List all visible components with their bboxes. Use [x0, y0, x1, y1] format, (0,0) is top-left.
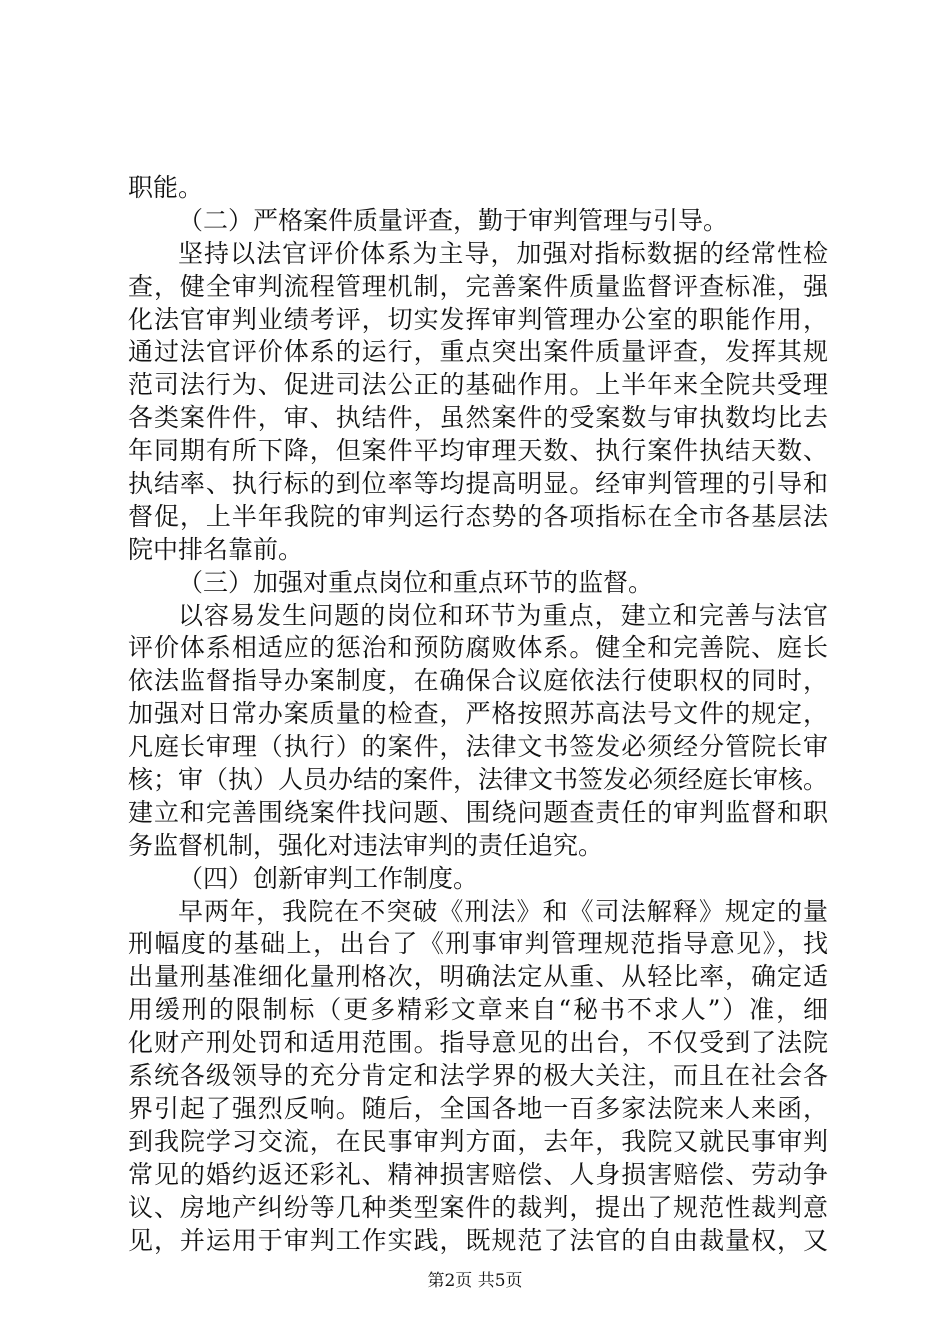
paragraph-line: 用缓刑的限制标（更多精彩文章来自“秘书不求人”）准，细: [128, 995, 828, 1025]
paragraph-line: 建立和完善围绕案件找问题、围绕问题查责任的审判监督和职: [128, 797, 828, 827]
paragraph-line: 院中排名靠前。: [128, 534, 304, 564]
paragraph-line: 通过法官评价体系的运行，重点突出案件质量评查，发挥其规: [128, 337, 828, 367]
section-heading: （四）创新审判工作制度。: [178, 863, 479, 893]
paragraph-line: 职能。: [128, 173, 204, 202]
paragraph-line: 出量刑基准细化量刑格次，明确法定从重、从轻比率，确定适: [128, 962, 828, 992]
paragraph-line: 核；审（执）人员办结的案件，法律文书签发必须经庭长审核。: [128, 765, 829, 795]
paragraph-line: 督促，上半年我院的审判运行态势的各项指标在全市各基层法: [128, 501, 828, 531]
paragraph-line: 化财产刑处罚和适用范围。指导意见的出台，不仅受到了法院: [128, 1028, 828, 1058]
paragraph-line: 刑幅度的基础上，出台了《刑事审判管理规范指导意见》，找: [128, 929, 828, 959]
paragraph-line: 坚持以法官评价体系为主导，加强对指标数据的经常性检: [178, 238, 828, 268]
paragraph-line: 查，健全审判流程管理机制，完善案件质量监督评查标准，强: [128, 271, 828, 301]
paragraph-line: 年同期有所下降，但案件平均审理天数、执行案件执结天数、: [128, 436, 828, 466]
paragraph-line: 依法监督指导办案制度，在确保合议庭依法行使职权的同时，: [128, 666, 828, 696]
paragraph-line: 见，并运用于审判工作实践，既规范了法官的自由裁量权，又: [128, 1225, 828, 1255]
paragraph-line: 务监督机制，强化对违法审判的责任追究。: [128, 830, 604, 860]
paragraph-line: 议、房地产纠纷等几种类型案件的裁判，提出了规范性裁判意: [128, 1192, 828, 1222]
paragraph-line: 系统各级领导的充分肯定和法学界的极大关注，而且在社会各: [128, 1061, 828, 1091]
page-footer: 第2页 共5页: [427, 1271, 523, 1291]
document-body: [128, 172, 828, 1257]
paragraph-line: 各类案件件，审、执结件，虽然案件的受案数与审执数均比去: [128, 403, 828, 433]
paragraph-line: 界引起了强烈反响。随后，全国各地一百多家法院来人来函，: [128, 1093, 828, 1123]
paragraph-line: 执结率、执行标的到位率等均提高明显。经审判管理的引导和: [128, 469, 828, 499]
paragraph-line: 常见的婚约返还彩礼、精神损害赔偿、人身损害赔偿、劳动争: [128, 1159, 828, 1189]
paragraph-line: 以容易发生问题的岗位和环节为重点，建立和完善与法官: [178, 600, 828, 630]
section-heading: （三）加强对重点岗位和重点环节的监督。: [178, 567, 654, 597]
paragraph-line: 早两年，我院在不突破《刑法》和《司法解释》规定的量: [178, 896, 828, 926]
paragraph-line: 加强对日常办案质量的检查，严格按照苏高法号文件的规定，: [128, 699, 828, 729]
paragraph-line: 到我院学习交流，在民事审判方面，去年，我院又就民事审判: [128, 1126, 828, 1156]
paragraph-line: 评价体系相适应的惩治和预防腐败体系。健全和完善院、庭长: [128, 633, 828, 663]
paragraph-line: 范司法行为、促进司法公正的基础作用。上半年来全院共受理: [128, 370, 828, 400]
section-heading: （二）严格案件质量评查，勤于审判管理与引导。: [178, 205, 729, 235]
paragraph-line: 化法官审判业绩考评，切实发挥审判管理办公室的职能作用，: [128, 304, 828, 334]
paragraph-line: 凡庭长审理（执行）的案件，法律文书签发必须经分管院长审: [128, 732, 828, 762]
